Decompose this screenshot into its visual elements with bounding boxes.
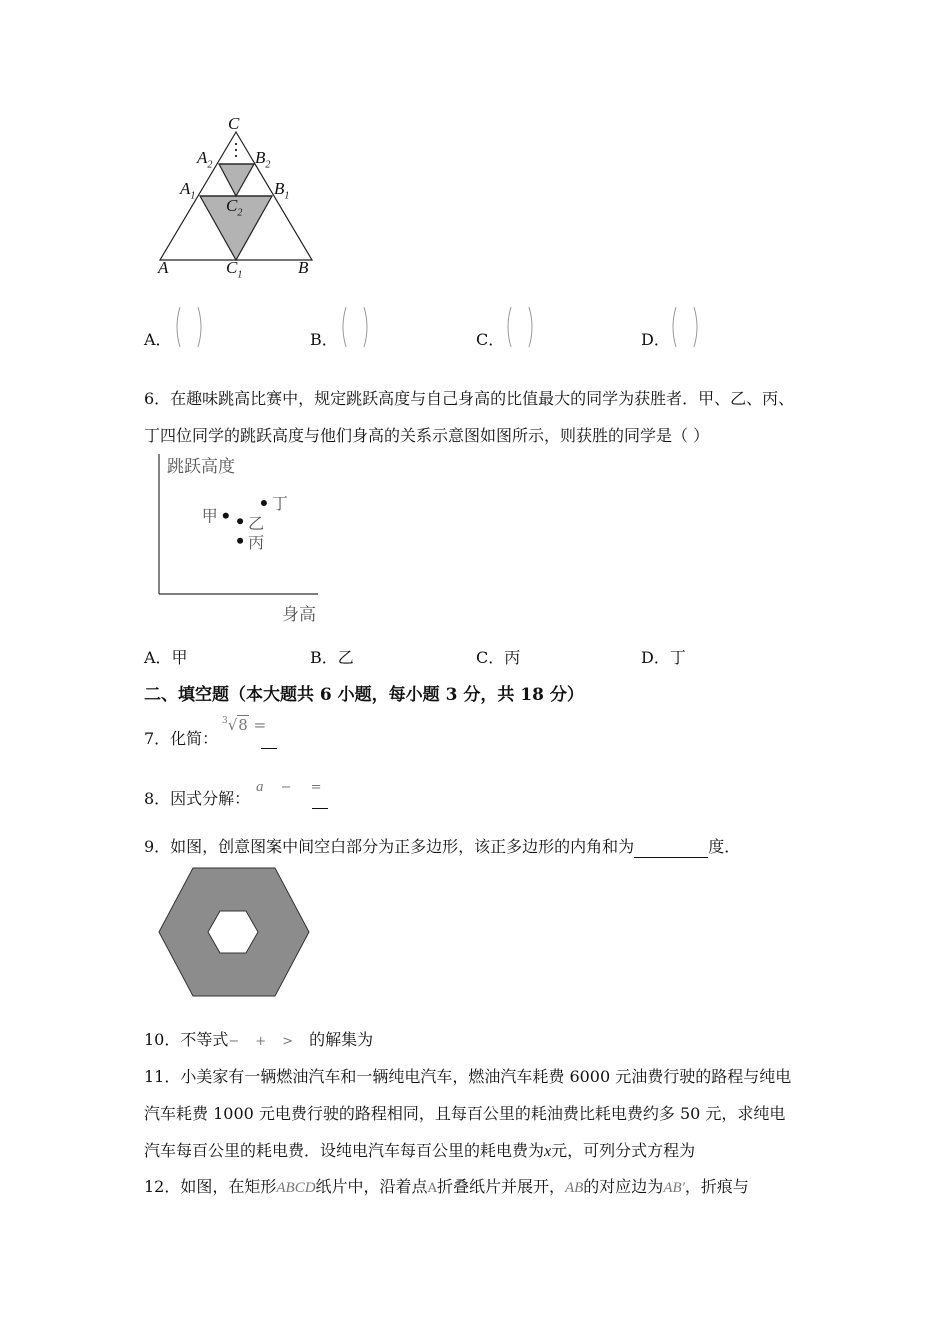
q7-eq: = [253, 716, 267, 734]
q7-blank[interactable] [257, 730, 277, 749]
paren-icon [503, 305, 537, 349]
scatter-point-3 [261, 500, 267, 506]
x-axis-label: 身高 [282, 605, 316, 625]
ellipsis-dot [235, 149, 237, 151]
q12-t2: 纸片中，沿着点 [315, 1177, 428, 1196]
label-a2: $A_2$ [197, 148, 213, 171]
q9-blank[interactable] [634, 841, 708, 858]
q12-line [144, 1176, 749, 1200]
label-a: A [158, 258, 169, 277]
label-b: B [298, 258, 309, 277]
label-c: C [228, 114, 240, 133]
q7-radicand: 8 [238, 716, 248, 734]
q11-line2: 汽车耗费 1000 元电费行驶的路程相同，且每百公里的耗油费比耗电费约多 50 元，求纯电 [144, 1104, 786, 1123]
scatter-label-2: 丙 [248, 532, 265, 552]
q10-prefix: 10．不等式 [144, 1030, 229, 1049]
q12-m4: AB′ [663, 1180, 685, 1196]
label-c2: $C_2$ [226, 196, 243, 219]
q6-text-line1: 6．在趣味跳高比赛中，规定跳跃高度与自己身高的比值最大的同学为获胜者．甲、乙、丙、 [144, 389, 795, 408]
q8-text: 8．因式分解： [144, 789, 251, 808]
q7-index: 3 [222, 716, 228, 726]
scatter-point-1 [237, 518, 243, 524]
q12-t4: 的对应边为 [583, 1177, 664, 1196]
q12-t3: 折叠纸片并展开， [436, 1177, 565, 1196]
q7-text: 7．化简： [144, 729, 219, 748]
q10-sym3: > [282, 1034, 294, 1049]
q11-line3-b: 元，可列分式方程为 [551, 1141, 696, 1160]
y-axis-label: 跳跃高度 [167, 457, 235, 477]
q6-text-line2: 丁四位同学的跳跃高度与他们身高的关系示意图如图所示，则获胜的同学是（ ） [144, 426, 710, 445]
label-b2: $B_2$ [255, 148, 271, 171]
q5-option-c[interactable]: C． [476, 330, 505, 349]
q10-suffix: 的解集为 [309, 1030, 374, 1049]
q12-t1: 12．如图，在矩形 [144, 1177, 277, 1196]
q6-option-d[interactable]: D．丁 [641, 648, 686, 667]
label-b1: $B_1$ [274, 179, 290, 202]
q8-minus: − [280, 780, 292, 795]
q8-blank[interactable] [308, 790, 328, 809]
q5-option-b[interactable]: B． [310, 330, 338, 349]
q9-line [144, 836, 740, 858]
q10-sym2: + [255, 1034, 267, 1049]
ellipsis-dot [235, 143, 237, 145]
ellipsis-dot [235, 155, 237, 157]
radical-icon: √ [227, 716, 238, 734]
q10-sym1: − [228, 1034, 240, 1049]
scatter-point-0 [223, 513, 229, 519]
q12-m1: ABCD [276, 1180, 316, 1196]
scatter-label-0: 甲 [201, 506, 218, 526]
label-c1: $C_1$ [226, 258, 243, 281]
scatter-point-2 [237, 538, 243, 544]
q5-option-d[interactable]: D． [641, 330, 670, 349]
q11-line3 [144, 1140, 695, 1163]
q6-scatter-chart [150, 452, 340, 632]
q9-suffix: 度． [708, 837, 741, 856]
paren-icon [338, 305, 372, 349]
q6-option-b[interactable]: B．乙 [310, 648, 354, 667]
q6-option-a[interactable]: A．甲 [144, 648, 188, 667]
shaded-triangle-small [219, 164, 254, 196]
q10-line [144, 1029, 373, 1053]
paren-icon [172, 305, 206, 349]
q12-m3: AB [564, 1180, 584, 1196]
section-heading: 二、填空题（本大题共 6 小题，每小题 3 分，共 18 分） [144, 685, 584, 705]
q8-var: a [256, 779, 264, 795]
paren-icon [668, 305, 702, 349]
q11-line1: 11．小美家有一辆燃油汽车和一辆纯电汽车，燃油汽车耗费 6000 元油费行驶的路程与纯电 [144, 1067, 792, 1086]
q11-line3-a: 汽车每百公里的耗电费．设纯电汽车每百公里的耗电费为 [144, 1141, 545, 1160]
label-a1: $A_1$ [180, 179, 196, 202]
q6-option-c[interactable]: C．丙 [476, 648, 521, 667]
q11-var: x [544, 1143, 552, 1160]
q12-m2: A [427, 1181, 437, 1196]
q8-eq: = [310, 780, 322, 795]
q7-line [144, 728, 218, 750]
scatter-label-3: 丁 [271, 494, 288, 513]
hexagon-figure [156, 866, 312, 998]
scatter-label-1: 乙 [248, 514, 265, 534]
q12-t5: ，折痕与 [684, 1177, 749, 1196]
q5-option-a[interactable]: A． [144, 330, 172, 349]
q9-text: 9．如图，创意图案中间空白部分为正多边形，该正多边形的内角和为 [144, 837, 635, 856]
